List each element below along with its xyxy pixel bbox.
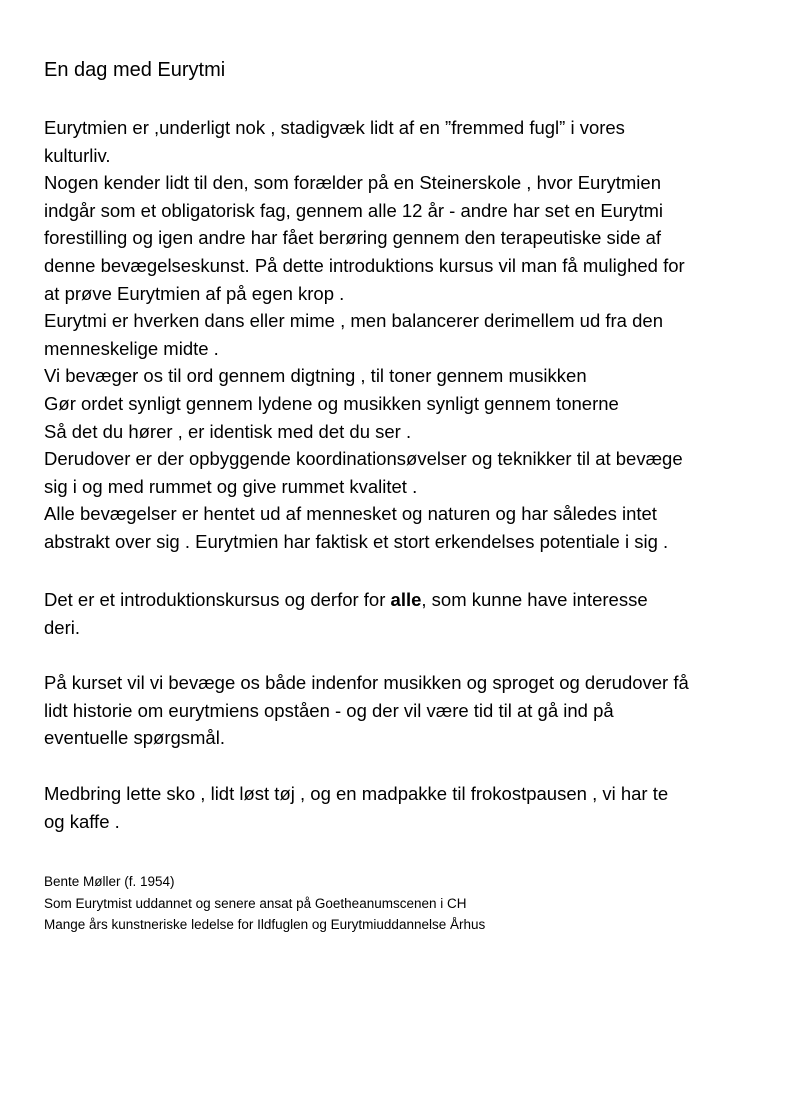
emphasis-text: alle bbox=[390, 589, 422, 610]
signature-line: Bente Møller (f. 1954) bbox=[44, 874, 175, 889]
bring-along-paragraph bbox=[44, 780, 784, 835]
text-line: menneskelige midte . bbox=[44, 337, 219, 359]
text-line: deri. bbox=[44, 616, 80, 638]
text-line: På kurset vil vi bevæge os både indenfor musikken og sproget og derudover få bbox=[44, 672, 689, 693]
text-line: og kaffe . bbox=[44, 810, 120, 832]
text-line: Derudover er der opbyggende koordinationsøvelser og teknikker til at bevæge bbox=[44, 448, 683, 470]
audience-paragraph bbox=[44, 586, 784, 641]
text-line: forestilling og igen andre har fået berøring gennem den terapeutiske side af bbox=[44, 227, 662, 249]
text-line: Eurytmi er hverken dans eller mime , men balancerer derimellem ud fra den bbox=[44, 310, 663, 332]
text-line: Eurytmien er ,underligt nok , stadigvæk lidt af en ”fremmed fugl” i vores bbox=[44, 117, 625, 138]
text-line: indgår som et obligatorisk fag, gennem alle 12 år - andre har set en Eurytmi bbox=[44, 199, 664, 221]
text-line: Nogen kender lidt til den, som forælder på en Steinerskole , hvor Eurytmien bbox=[44, 172, 661, 194]
signature-line: Som Eurytmist uddannet og senere ansat på Goetheanumscenen i CH bbox=[44, 895, 467, 911]
text-line: lidt historie om eurytmiens opståen - og der vil være tid til at gå ind på bbox=[44, 699, 614, 721]
signature-line: Mange års kunstneriske ledelse for Ildfuglen og Eurytmiuddannelse Århus bbox=[44, 917, 486, 932]
text-line: denne bevægelseskunst. På dette introduktions kursus vil man få mulighed for bbox=[44, 254, 685, 276]
text-line: sig i og med rummet og give rummet kvalitet . bbox=[44, 475, 418, 497]
text-line: kulturliv. bbox=[44, 144, 111, 166]
text-line: Så det du hører , er identisk med det du ser . bbox=[44, 420, 412, 442]
document-title: En dag med Eurytmi bbox=[44, 59, 226, 81]
text-segment: Det er et introduktionskursus og derfor for bbox=[44, 589, 391, 610]
text-line: at prøve Eurytmien af på egen krop . bbox=[44, 282, 345, 304]
intro-paragraph bbox=[44, 114, 784, 556]
author-signature bbox=[44, 871, 485, 936]
text-line: Medbring lette sko , lidt løst tøj , og en madpakke til frokostpausen , vi har te bbox=[44, 783, 669, 804]
text-line: eventuelle spørgsmål. bbox=[44, 727, 225, 749]
text-line: Gør ordet synligt gennem lydene og musikken synligt gennem tonerne bbox=[44, 392, 619, 414]
text-line: abstrakt over sig . Eurytmien har faktisk et stort erkendelses potentiale i sig . bbox=[44, 530, 669, 552]
text-line: Vi bevæger os til ord gennem digtning , til toner gennem musikken bbox=[44, 365, 587, 387]
course-content-paragraph bbox=[44, 669, 784, 752]
text-segment: , som kunne have interesse bbox=[421, 589, 648, 610]
text-line: Alle bevægelser er hentet ud af mennesket og naturen og har således intet bbox=[44, 503, 657, 525]
text-line bbox=[44, 586, 784, 614]
